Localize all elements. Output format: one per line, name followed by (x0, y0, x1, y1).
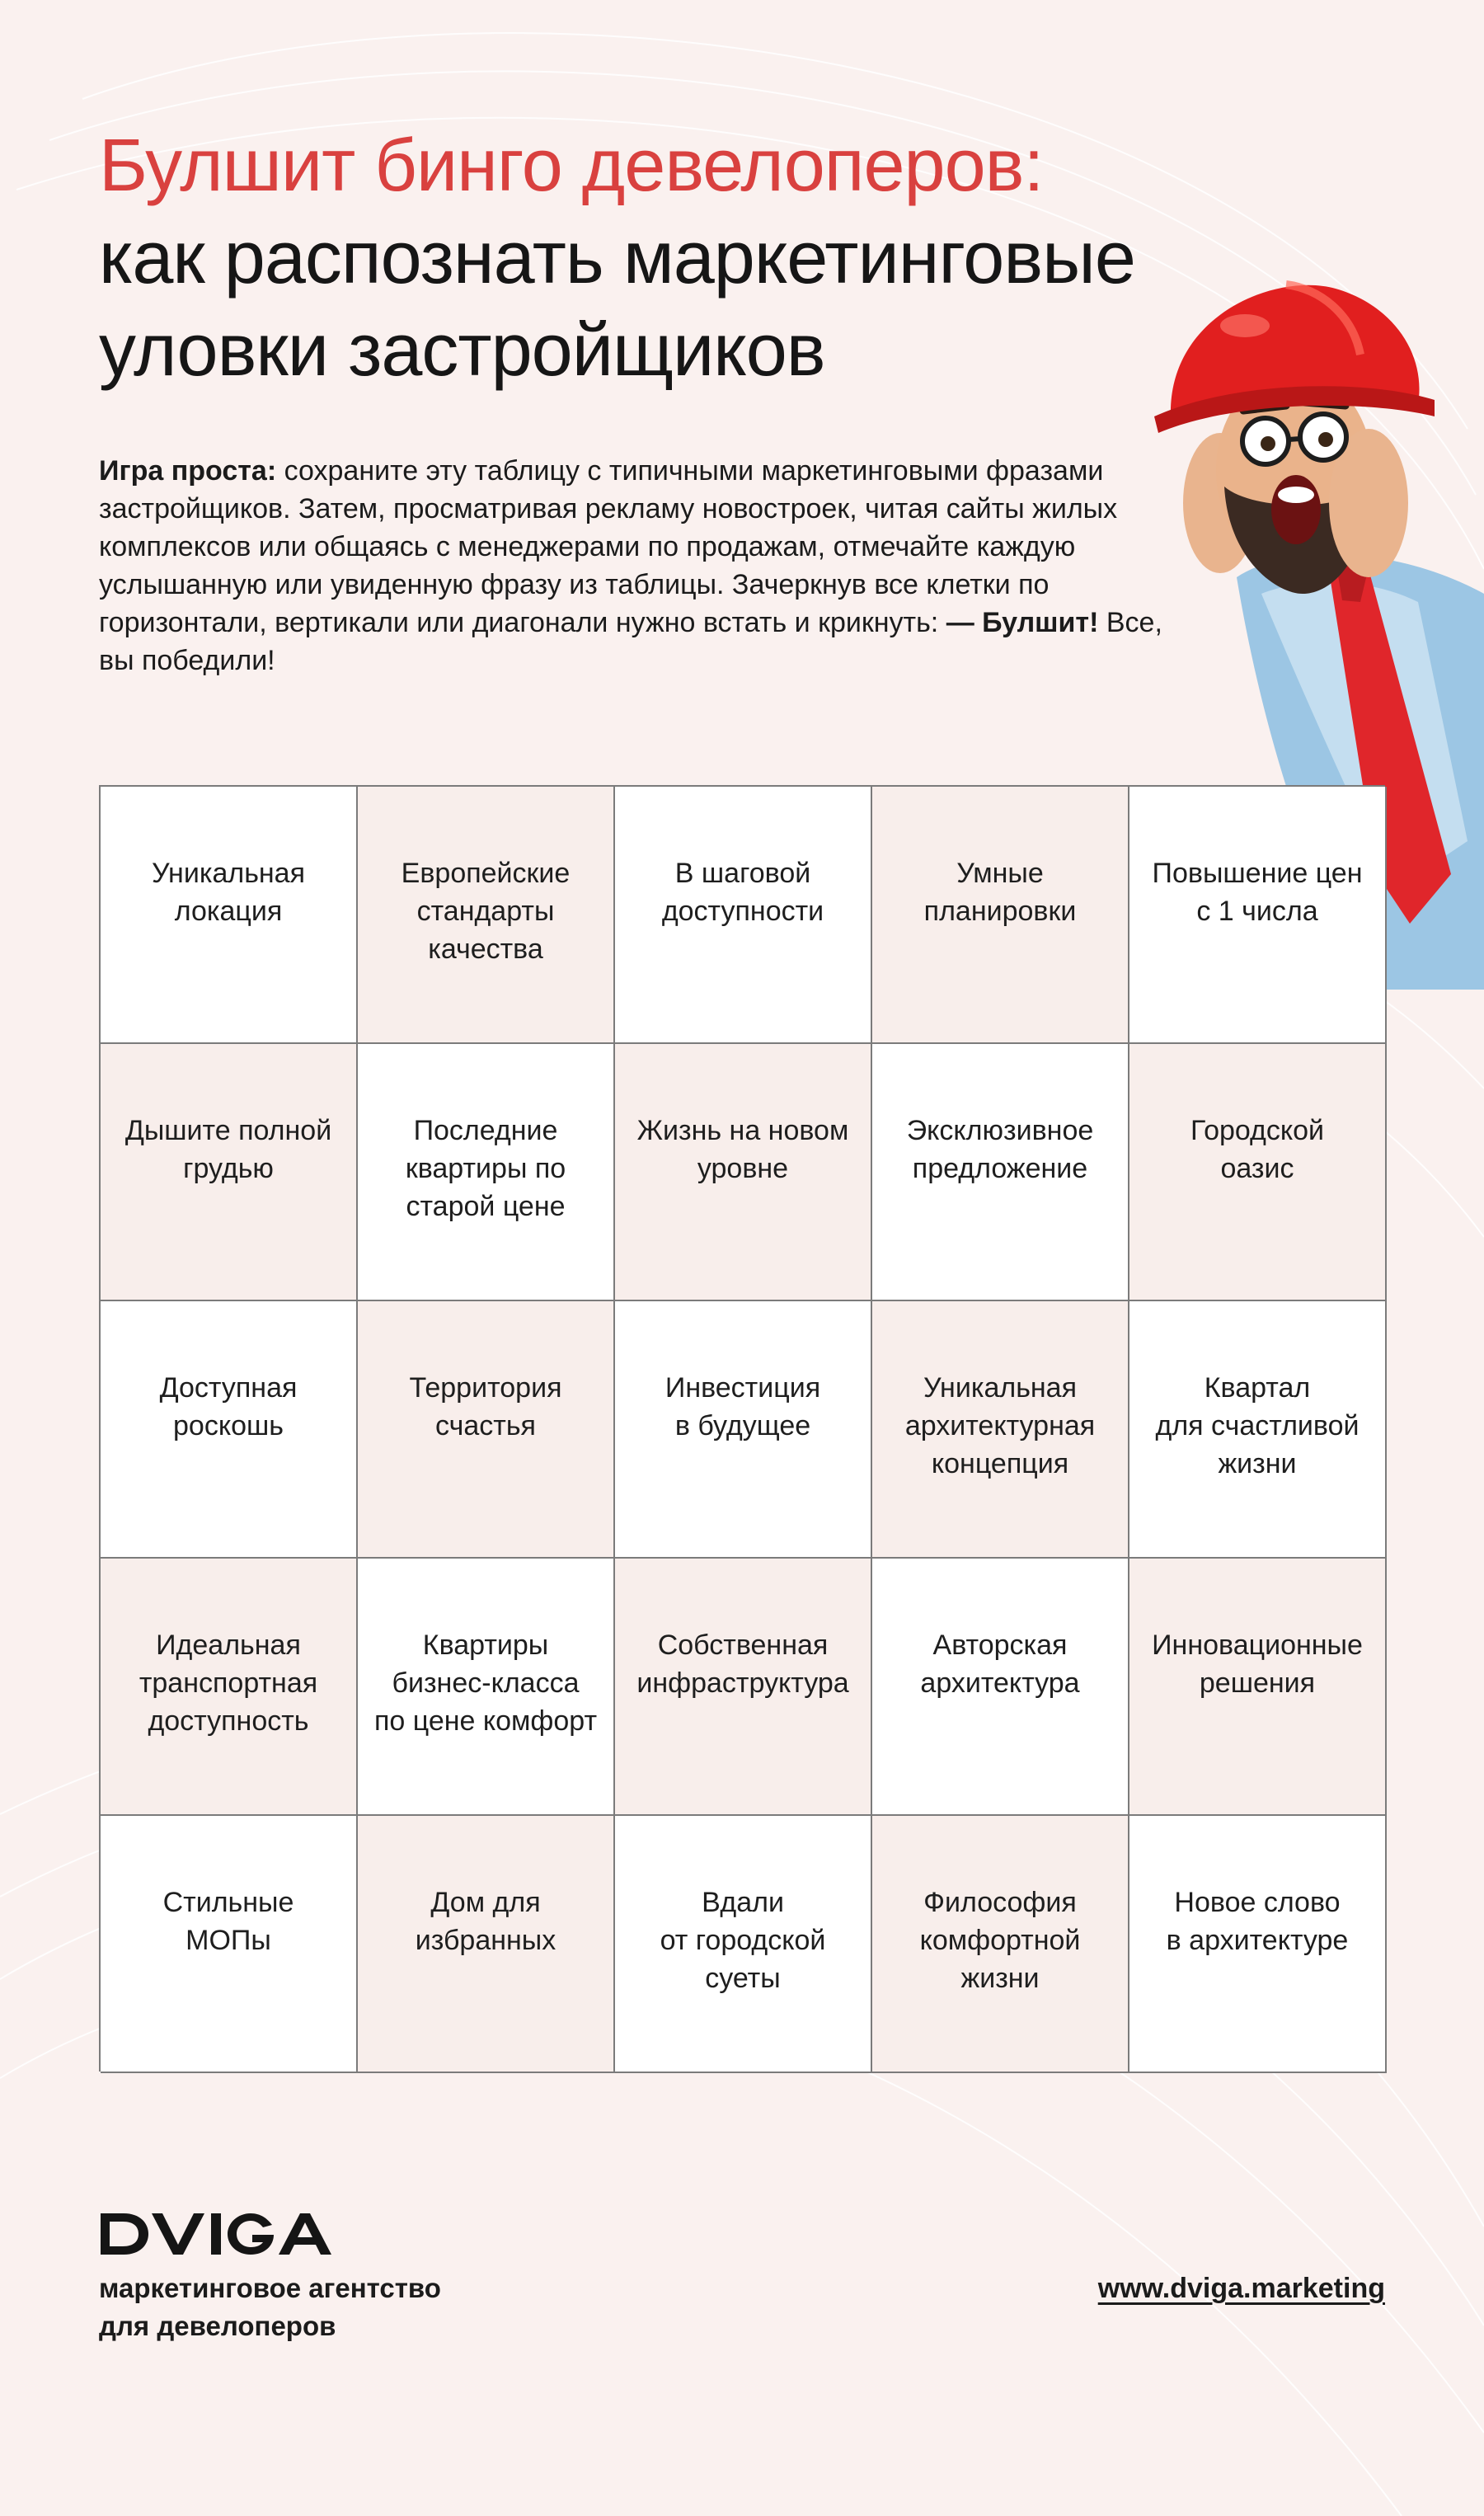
bingo-cell[interactable]: Дом для избранных (358, 1816, 615, 2073)
title-line-3: уловки застройщиков (99, 309, 825, 392)
intro-paragraph (99, 452, 1195, 680)
bingo-cell[interactable]: Жизнь на новом уровне (615, 1044, 872, 1301)
bingo-cell[interactable]: Философия комфортной жизни (872, 1816, 1129, 2073)
bingo-cell[interactable]: Новое слово в архитектуре (1129, 1816, 1387, 2073)
website-link[interactable]: www.dviga.marketing (1097, 2273, 1385, 2304)
bingo-cell[interactable]: Уникальная архитектурная концепция (872, 1301, 1129, 1559)
bingo-grid (99, 785, 1385, 2072)
bingo-cell[interactable]: Уникальная локация (101, 787, 358, 1044)
bingo-cell[interactable]: Собственная инфраструктура (615, 1559, 872, 1816)
dviga-logo (99, 2210, 363, 2258)
title-line-2: как распознать маркетинговые (99, 217, 1135, 299)
bingo-cell[interactable]: Инновационные решения (1129, 1559, 1387, 1816)
bingo-cell[interactable]: Повышение цен с 1 числа (1129, 787, 1387, 1044)
bingo-cell[interactable]: Последние квартиры по старой цене (358, 1044, 615, 1301)
bingo-cell[interactable]: Квартал для счастливой жизни (1129, 1301, 1387, 1559)
bingo-cell[interactable]: Квартиры бизнес-класса по цене комфорт (358, 1559, 615, 1816)
bingo-cell[interactable]: Территория счастья (358, 1301, 615, 1559)
agency-tagline (99, 2269, 594, 2345)
bingo-cell[interactable]: Умные планировки (872, 787, 1129, 1044)
bingo-cell[interactable]: В шаговой доступности (615, 787, 872, 1044)
intro-lead: Игра проста: (99, 455, 277, 487)
title-accent: Булшит бинго девелоперов: (99, 125, 1044, 207)
bingo-cell[interactable]: Вдали от городской суеты (615, 1816, 872, 2073)
intro-text: сохраните эту таблицу с типичными маркетинговыми фразами застройщиков. Затем, просматривая рекламу новостроек, читая сайты жилых комплексов или общаясь с менеджерами по продажам, отмечайте каждую услышанную или увиденную фразу из таблицы. Зачеркнув все клетки по горизонтали, вертикали или диагонали нужно встать и крикнуть: (99, 455, 1118, 638)
bingo-cell[interactable]: Стильные МОПы (101, 1816, 358, 2073)
bingo-cell[interactable]: Городской оазис (1129, 1044, 1387, 1301)
intro-shout: — Булшит! (946, 607, 1099, 638)
bingo-cell[interactable]: Инвестиция в будущее (615, 1301, 872, 1559)
bingo-cell[interactable]: Дышите полной грудью (101, 1044, 358, 1301)
intro-end: Все, вы победили! (99, 607, 1162, 676)
bingo-cell[interactable]: Идеальная транспортная доступность (101, 1559, 358, 1816)
bingo-cell[interactable]: Европейские стандарты качества (358, 787, 615, 1044)
bingo-cell[interactable]: Авторская архитектура (872, 1559, 1129, 1816)
bingo-cell[interactable]: Доступная роскошь (101, 1301, 358, 1559)
bingo-cell[interactable]: Эксклюзивное предложение (872, 1044, 1129, 1301)
tagline-line-2: для девелоперов (99, 2311, 336, 2341)
tagline-line-1: маркетинговое агентство (99, 2273, 441, 2303)
